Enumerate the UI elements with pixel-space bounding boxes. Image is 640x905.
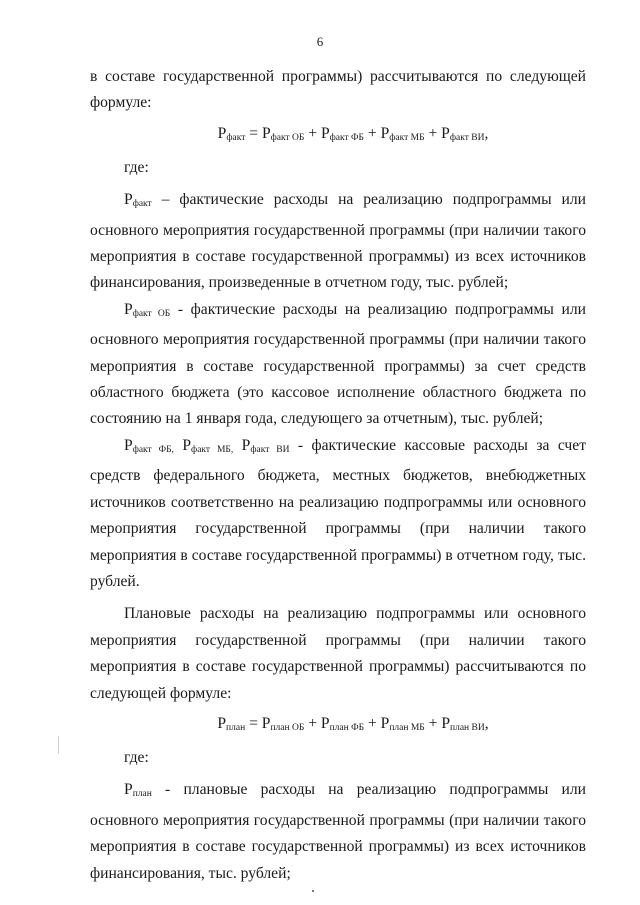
definition-subscript: факт ВИ (250, 444, 290, 455)
formula-operator: = (245, 714, 262, 732)
formula-punctuation: , (484, 714, 489, 732)
definition-fact-ob (90, 297, 586, 433)
definition-fact-other (90, 433, 586, 595)
formula-subscript: факт МБ (389, 132, 425, 143)
formula-symbol: Р (320, 714, 330, 732)
definition-symbol: Р (173, 436, 192, 454)
definition-symbol: Р (124, 300, 133, 318)
formula-subscript: факт (226, 132, 246, 143)
formula-symbol: Р (217, 714, 227, 732)
formula-subscript: план МБ (389, 722, 425, 733)
formula-operator: + (304, 714, 321, 732)
formula-symbol: Р (380, 714, 390, 732)
definition-subscript: факт МБ, (191, 444, 234, 455)
formula-symbol: Р (441, 714, 451, 732)
formula-operator: + (424, 124, 442, 142)
formula-operator: = (245, 124, 262, 142)
formula-subscript: план (226, 722, 246, 733)
formula-symbol: Р (261, 124, 271, 142)
definition-symbol: Р (124, 436, 133, 454)
formula-punctuation: , (484, 124, 489, 142)
intro-text: в составе государственной программы) рассчитываются по следующей формуле: (90, 68, 586, 112)
where-label: где: (124, 748, 149, 766)
intro-paragraph (90, 64, 586, 117)
formula-subscript: факт ФБ (329, 132, 364, 143)
plan-intro-text: Плановые расходы на реализацию подпрограммы или основного мероприятия государственной программы (при наличии такого мероприятия в составе государственной программы) рассчитываются по следующей формуле: (90, 605, 586, 702)
formula-symbol: Р (217, 124, 227, 142)
formula-subscript: факт ВИ (449, 132, 485, 143)
document-body (90, 64, 586, 887)
where-label: где: (124, 158, 149, 176)
formula-fact (90, 121, 586, 151)
definition-subscript: факт (132, 199, 152, 210)
definition-symbol: Р (124, 191, 133, 209)
definition-plan (90, 777, 586, 887)
definition-subscript: факт ФБ, (132, 444, 174, 455)
definition-symbol: Р (233, 436, 251, 454)
margin-mark (58, 736, 59, 754)
page-number: 6 (316, 34, 324, 49)
formula-symbol: Р (320, 124, 330, 142)
definition-fact (90, 187, 586, 297)
definition-text: - плановые расходы на реализацию подпрограммы или основного мероприятия государственной программы (при наличии такого мероприятия в составе государственной программы) из всех источников финансирования, тыс. рублей; (90, 781, 586, 882)
formula-symbol: Р (380, 124, 390, 142)
formula-subscript: факт ОБ (270, 132, 305, 143)
formula-symbol: Р (441, 124, 450, 142)
formula-operator: + (364, 714, 381, 732)
definition-text: - фактические кассовые расходы за счет средств федерального бюджета, местных бюджетов, внебюджетных источников соответственно на реализацию подпрограммы или основного мероприятия государственной программы (при наличии такого мероприятия в составе государственной программы) в отчетном году, тыс. рублей. (90, 436, 587, 590)
definition-symbol: Р (124, 781, 133, 799)
formula-subscript: план ВИ (450, 722, 485, 733)
definition-subscript: факт ОБ (132, 308, 171, 319)
formula-subscript: план ФБ (329, 722, 365, 733)
formula-plan (90, 711, 586, 741)
formula-subscript: план ОБ (270, 722, 305, 733)
definition-subscript: план (132, 789, 152, 800)
formula-operator: + (304, 124, 321, 142)
formula-symbol: Р (261, 714, 271, 732)
formula-operator: + (363, 124, 381, 142)
definition-text: – фактические расходы на реализацию подпрограммы или основного мероприятия государственной программы (при наличии такого мероприятия в составе государственной программы) из всех источников финансирования, произведенные в отчетном году, тыс. рублей; (90, 191, 586, 292)
scan-speck (312, 890, 314, 892)
formula-operator: + (424, 714, 442, 732)
plan-intro-paragraph (90, 601, 586, 707)
definition-text: - фактические расходы на реализацию подпрограммы или основного мероприятия государственной программы (при наличии такого мероприятия в составе государственной программы) за счет средств областного бюджета (это кассовое исполнение областного бюджета по состоянию на 1 января года, следующего за отчетным), тыс. рублей; (90, 300, 586, 428)
